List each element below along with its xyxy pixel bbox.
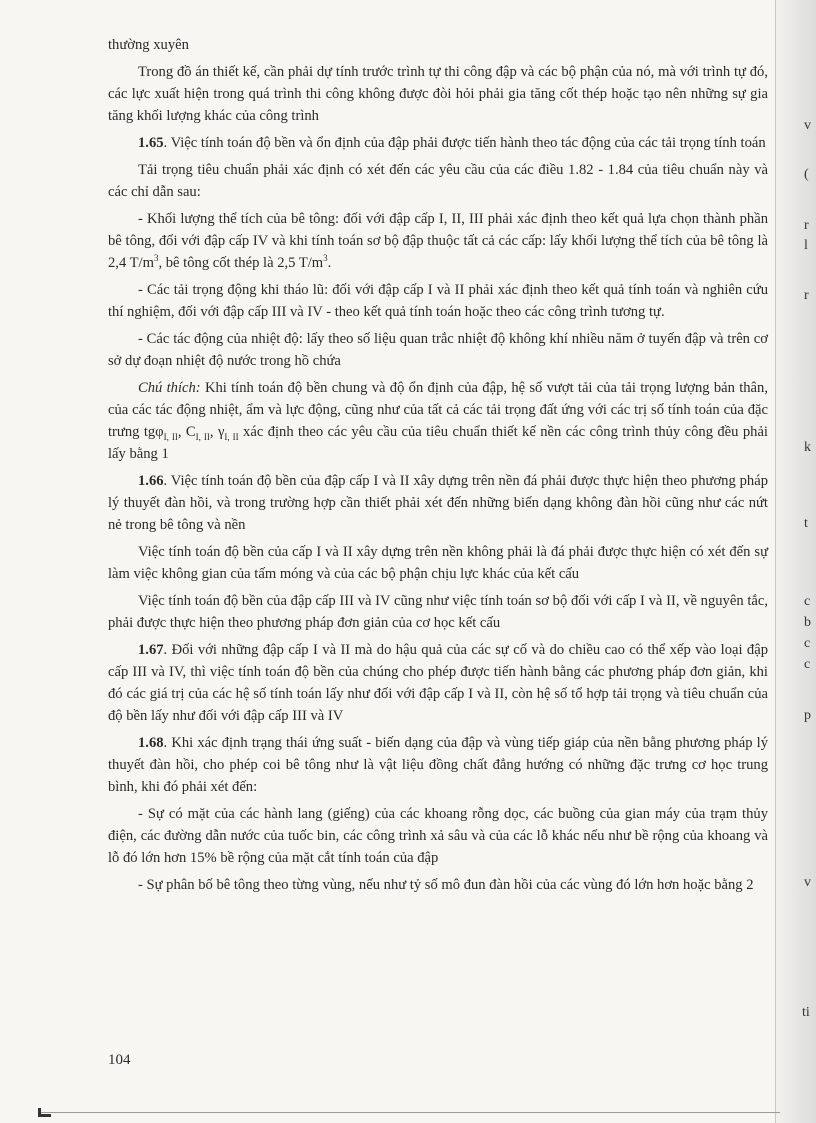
edge-letter: k <box>804 440 811 455</box>
paragraph: Việc tính toán độ bền của cấp I và II xây dựng trên nền không phải là đá phải được thực hiện có xét đến sự làm việc không gian của tấm móng và của các bộ phận chịu lực khác của kết cấu <box>108 544 768 582</box>
edge-letter: p <box>804 708 811 723</box>
edge-letter: v <box>804 875 811 890</box>
edge-letter: t <box>804 516 808 531</box>
list-item: - Khối lượng thể tích của bê tông: đối với đập cấp I, II, III phải xác định theo kết quả lựa chọn thành phần bê tông, đối với đập cấp IV và khi tính toán sơ bộ đập thuộc tất cả các cấp: lấy khối lượng thể tích của bê tông là 2,4 $T/m^3$, bê tông cốt thép là 2,5 $T/m^3$. <box>108 211 768 271</box>
list-item: - Sự có mặt của các hành lang (giếng) của các khoang rỗng dọc, các buồng của gian máy của trạm thủy điện, các đường dẫn nước của tuốc bin, các công trình xả sâu và của các lỗ khác nếu như bề rộng của khoang và lỗ đó lớn hơn 15% bề rộng của mặt cắt tính toán của đập <box>108 806 768 866</box>
page-number: 104 <box>108 1052 131 1068</box>
edge-letter: c <box>804 636 811 651</box>
edge-letter: v <box>804 118 811 133</box>
clause-number: 1.66 <box>138 473 164 489</box>
edge-letter: c <box>804 657 811 672</box>
edge-letter: b <box>804 615 811 630</box>
clause-1-65: 1.65. Việc tính toán độ bền và ổn định của đập phải được tiến hành theo tác động của các tải trọng tính toán <box>138 135 766 151</box>
clause-number: 1.65 <box>138 135 164 151</box>
list-item: - Các tải trọng động khi tháo lũ: đối với đập cấp I và II phải xác định theo kết quả tính toán và nghiên cứu thí nghiệm, đối với đập cấp III và IV - theo kết quả tính toán hoặc theo các công trình tương tự. <box>108 282 768 320</box>
edge-letter: ti <box>802 1005 810 1020</box>
list-item: - Sự phân bố bê tông theo từng vùng, nếu như tỷ số mô đun đàn hồi của các vùng đó lớn hơn hoặc bằng 2 <box>138 877 754 893</box>
adjacent-page-edge <box>775 0 816 1123</box>
edge-letter: r <box>804 288 809 303</box>
edge-letter: l <box>804 238 808 253</box>
note-paragraph: Chú thích: Khi tính toán độ bền chung và độ ổn định của đập, hệ số vượt tải của tải trọng lượng bản thân, của các tác động nhiệt, ẩm và lực động, cũng như của tất cả các tải trọng đất ứng với các trị số tính toán của đặc trưng tgφ$_{I, II}$, $C_{I, II}$, $\gamma_{I, II}$ xác định theo các yêu cầu của tiêu chuẩn thiết kế nền các công trình thủy công đều phải lấy bằng 1 <box>108 380 768 462</box>
list-item: - Các tác động của nhiệt độ: lấy theo số liệu quan trắc nhiệt độ không khí nhiều năm ở tuyến đập và trên cơ sở dự đoạn nhiệt độ nước trong hồ chứa <box>108 331 768 369</box>
clause-1-67: 1.67. Đối với những đập cấp I và II mà do hậu quả của các sự cố và do chiều cao có thể xếp vào loại đập cấp III và IV, thì việc tính toán độ bền của chúng cho phép được tiến hành bằng các phương pháp đơn giản, khi đó các giá trị của các hệ số tính toán lấy như đối với đập cấp I và II, còn hệ số tổ hợp tải trọng và tiêu chuẩn của độ bền lấy như đối với đập cấp III và IV <box>108 642 768 724</box>
paragraph-continuation: thường xuyên <box>108 37 189 53</box>
clause-1-68: 1.68. Khi xác định trạng thái ứng suất - biến dạng của đập và vùng tiếp giáp của nền bằng phương pháp lý thuyết đàn hồi, cho phép coi bê tông như là vật liệu đồng chất đẳng hướng có những đặc trưng cơ học trung bình, khi đó phải xét đến: <box>108 735 768 795</box>
paragraph: Tải trọng tiêu chuẩn phải xác định có xét đến các yêu cầu của các điều 1.82 - 1.84 của tiêu chuẩn này và các chỉ dẫn sau: <box>108 162 768 200</box>
page-bottom-edge <box>40 1112 780 1113</box>
note-label: Chú thích: <box>138 380 201 396</box>
paragraph: Việc tính toán độ bền của đập cấp III và IV cũng như việc tính toán sơ bộ đối với cấp I và II, về nguyên tắc, phải được thực hiện theo phương pháp đơn giản của cơ học kết cấu <box>108 593 768 631</box>
edge-letter: c <box>804 594 811 609</box>
edge-letter: r <box>804 218 809 233</box>
clause-number: 1.68 <box>138 735 164 751</box>
corner-mark <box>38 1108 51 1117</box>
clause-1-66: 1.66. Việc tính toán độ bền của đập cấp I và II xây dựng trên nền đá phải được thực hiện theo phương pháp lý thuyết đàn hồi, và trong trường hợp cần thiết phải xét đến những biến dạng không đàn hồi cũng như các nứt nẻ trong bê tông và nền <box>108 473 768 533</box>
edge-letter: ( <box>804 167 809 182</box>
body-text <box>108 34 768 901</box>
clause-number: 1.67 <box>138 642 164 658</box>
paragraph: Trong đồ án thiết kế, cần phải dự tính trước trình tự thi công đập và các bộ phận của nó, mà với trình tự đó, các lực xuất hiện trong quá trình thi công không được đòi hỏi phải gia tăng cốt thép hoặc tạo nên những sự gia tăng khối lượng khác của công trình <box>108 64 768 124</box>
